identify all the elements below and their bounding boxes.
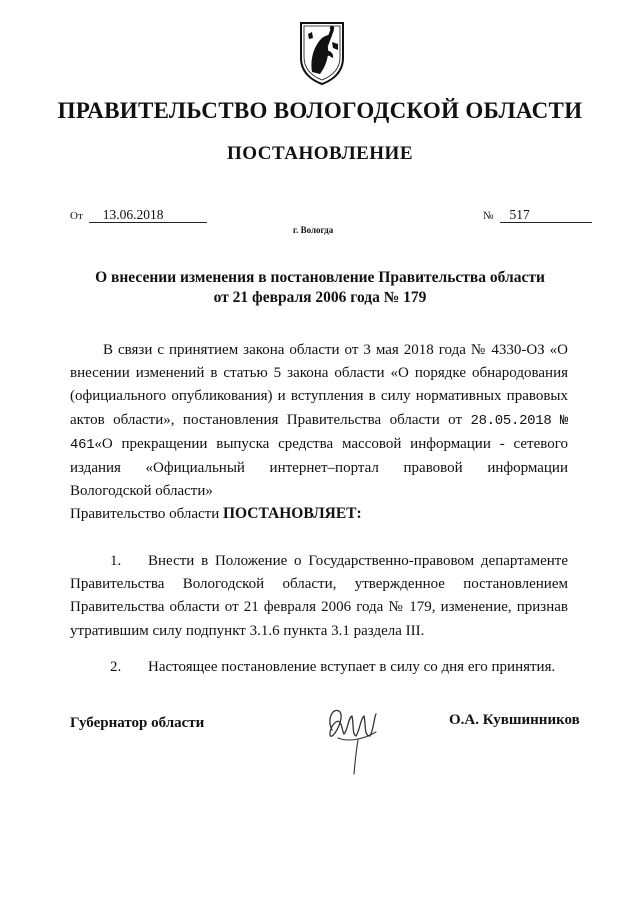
- organization-title: ПРАВИТЕЛЬСТВО ВОЛОГОДСКОЙ ОБЛАСТИ: [57, 98, 583, 123]
- item-text: Внести в Положение о Государственно-правовом департаменте Правительства Вологодской области, утвержденное постановлением Правительства области от 21 февраля 2006 года № 179, изменение, признав утратившим силу подпункт 3.1.6 пункта 3.1 раздела III.: [70, 553, 568, 639]
- preamble-text-before: В связи с принятием закона области от 3 мая 2018 года № 4330-ОЗ «О внесении изменений в статью 5 закона области «О порядке обнародования (официального опубликования) и вступления в силу нормативных правовых актов области», постановления Правительства области от: [70, 342, 568, 428]
- signature-icon: [318, 696, 390, 776]
- date-label: От: [70, 210, 83, 222]
- city-label: г. Вологда: [293, 225, 334, 235]
- coat-of-arms-icon: [298, 20, 346, 86]
- document-type-title: ПОСТАНОВЛЕНИЕ: [226, 143, 414, 164]
- item-text: Настоящее постановление вступает в силу со дня его принятия.: [148, 659, 556, 675]
- referenced-date: 28.05.2018: [470, 412, 552, 429]
- list-item: [70, 656, 568, 679]
- governor-title: Губернатор области: [70, 715, 205, 731]
- subject-line-1: О внесении изменения в постановление Правительства области: [95, 269, 545, 286]
- preamble-text-after: «О прекращении выпуска средства массовой информации - сетевого издания «Официальный интернет–портал правовой информации Вологодской области»: [70, 435, 568, 500]
- preamble-paragraph: [70, 339, 568, 503]
- number-label: №: [483, 210, 494, 222]
- document-date: [70, 207, 207, 223]
- document-number: [483, 207, 592, 223]
- resolves-prefix: Правительство области: [70, 506, 223, 522]
- resolves-word: ПОСТАНОВЛЯЕТ:: [222, 505, 362, 522]
- item-number: 1.: [110, 553, 122, 569]
- document-subject: [60, 268, 580, 308]
- governor-name: О.А. Кувшинников: [449, 712, 580, 728]
- item-number: 2.: [110, 659, 122, 675]
- referenced-number: № 461: [70, 412, 569, 453]
- number-value: 517: [500, 207, 592, 223]
- date-value: 13.06.2018: [89, 207, 207, 223]
- subject-line-2: от 21 февраля 2006 года № 179: [213, 289, 427, 306]
- resolution-line: [70, 502, 568, 526]
- list-item: [70, 550, 568, 643]
